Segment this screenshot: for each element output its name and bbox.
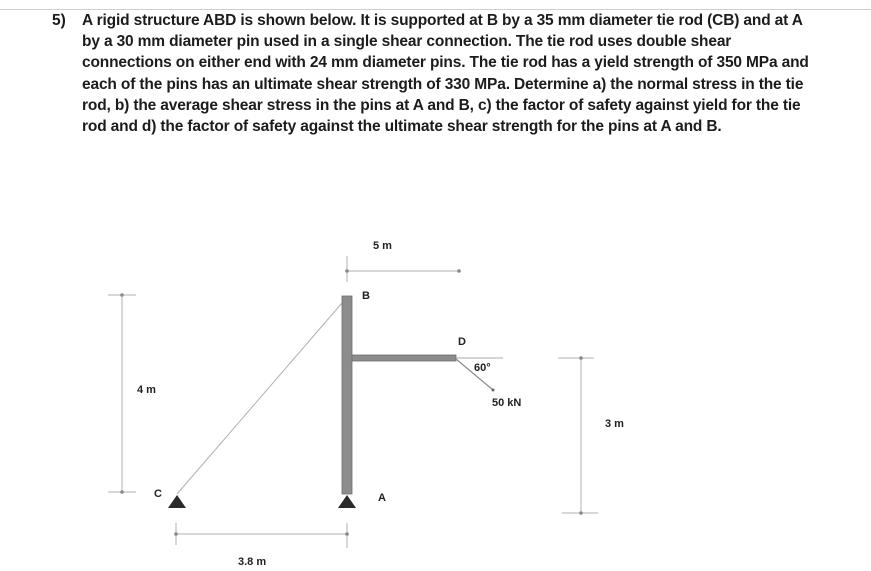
support-a-icon (338, 495, 356, 508)
problem-text: A rigid structure ABD is shown below. It is supported at B by a 35 mm diameter tie rod (CB) and at A by a 30 mm diameter pin used in a single shear connection. The tie rod uses double shear connections on either end with 24 mm diameter pins. The tie rod has a yield strength of 350 MPa and each of the pins has an ultimate shear strength of 330 MPa. Determine a) the normal stress in the tie rod, b) the average shear stress in the pins at A and B, c) the factor of safety against yield for the tie rod and d) the factor of safety against the ultimate shear strength for the pins at A and B. (82, 12, 809, 136)
point-label-d: D (458, 336, 466, 348)
support-c-icon (168, 495, 186, 508)
load-magnitude-label: 50 kN (492, 397, 522, 409)
member-bd (352, 355, 456, 361)
load-angle-label: 60° (474, 362, 491, 374)
point-label-b: B (362, 290, 370, 302)
problem-number: 5) (52, 12, 66, 29)
dim-label-4m: 4 m (137, 384, 156, 396)
point-label-c: C (154, 488, 162, 500)
dim-label-5m: 5 m (373, 240, 392, 252)
point-label-a: A (378, 492, 386, 504)
tie-rod-cb (177, 303, 342, 494)
member-ab (342, 296, 352, 494)
load-arrow-head-icon (492, 389, 495, 392)
dim-label-3m: 3 m (605, 418, 624, 430)
dim-label-3.8m: 3.8 m (238, 556, 267, 568)
